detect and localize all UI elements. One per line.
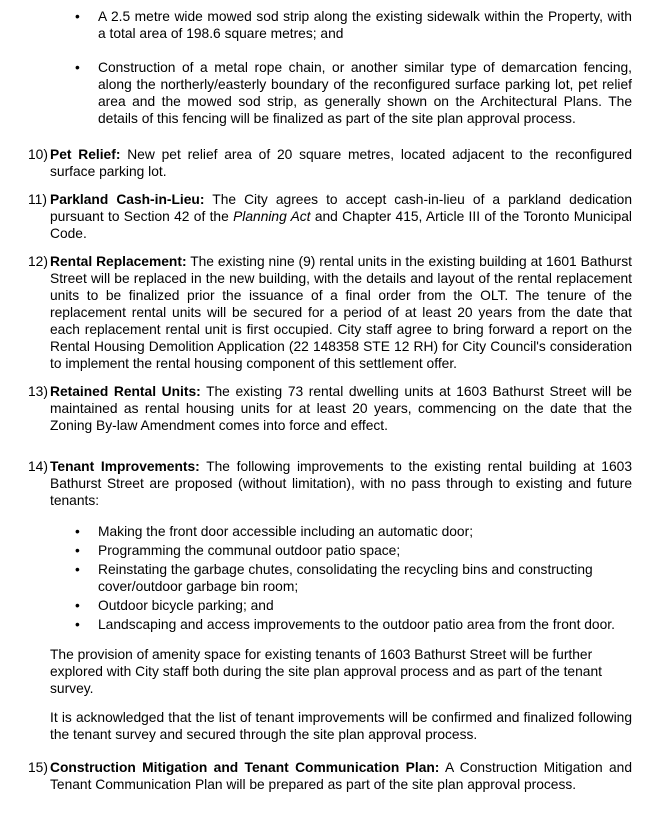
bullet-text: Reinstating the garbage chutes, consolidating the recycling bins and constructing cover/outdoor garbage bin room;	[98, 562, 593, 594]
bullet-icon: •	[75, 543, 80, 558]
bullet-text: Making the front door accessible including an automatic door;	[98, 524, 474, 539]
item-body	[50, 146, 632, 180]
item-number: 15)	[28, 760, 48, 775]
tenant-improvement-item	[75, 523, 632, 540]
bullet-text: A 2.5 metre wide mowed sod strip along the existing sidewalk within the Property, with a total area of 198.6 square metres; and	[98, 9, 632, 41]
bullet-icon: •	[75, 598, 80, 613]
intro-bullet-item	[75, 8, 632, 42]
item-text: and Chapter 415, Article III of the Toronto Municipal Code.	[50, 209, 632, 241]
bullet-icon: •	[75, 60, 80, 75]
item-number: 12)	[28, 254, 48, 269]
item-body	[50, 253, 632, 372]
item-label: Rental Replacement:	[50, 254, 187, 269]
bullet-icon: •	[75, 9, 80, 24]
intro-bullet-item	[75, 59, 632, 127]
item-body	[50, 191, 632, 242]
tenant-improvement-item	[75, 542, 632, 559]
list-item-12-rental-replacement	[28, 253, 632, 372]
item-text: New pet relief area of 20 square metres, located adjacent to the reconfigured surface parking lot.	[50, 147, 632, 179]
list-item-10-pet-relief	[28, 146, 632, 180]
bullet-text: Outdoor bicycle parking; and	[98, 598, 274, 613]
list-item-15-construction-mitigation	[28, 759, 632, 793]
item-text: The following improvements to the existing rental building at 1603 Bathurst Street are proposed (without limitation), with no pass through to existing and future tenants:	[50, 459, 632, 508]
acknowledgement-paragraph: It is acknowledged that the list of tenant improvements will be confirmed and finalized following the tenant survey and secured through the site plan approval process.	[50, 710, 632, 742]
item-label: Construction Mitigation and Tenant Communication Plan:	[50, 760, 440, 775]
bullet-icon: •	[75, 524, 80, 539]
bullet-icon: •	[75, 617, 80, 632]
item-label: Parkland Cash-in-Lieu:	[50, 192, 205, 207]
item-text: The existing 73 rental dwelling units at 1603 Bathurst Street will be maintained as rental housing units for at least 20 years, commencing on the date that the Zoning By-law Amendment comes into force and effect.	[50, 384, 632, 433]
intro-bullet-list	[75, 8, 632, 127]
item-number: 13)	[28, 384, 48, 399]
item-label: Tenant Improvements:	[50, 459, 200, 474]
item-number: 10)	[28, 147, 48, 162]
tenant-improvement-item	[75, 561, 632, 595]
amenity-space-paragraph: The provision of amenity space for existing tenants of 1603 Bathurst Street will be further explored with City staff both during the site plan approval process and as part of the tenant survey.	[50, 647, 602, 696]
bullet-text: Construction of a metal rope chain, or another similar type of demarcation fencing, along the northerly/easterly boundary of the reconfigured surface parking lot, pet relief area and the mowed sod strip, as generally shown on the Architectural Plans. The details of this fencing will be finalized as part of the site plan approval process.	[98, 60, 632, 126]
list-item-11-parkland-cash-in-lieu	[28, 191, 632, 242]
item-text: The City agrees to accept cash-in-lieu of a parkland dedication pursuant to Section 42 of the	[50, 192, 632, 224]
item-label: Retained Rental Units:	[50, 384, 201, 399]
list-item-14-tenant-improvements	[28, 458, 632, 748]
item-body	[50, 458, 632, 748]
item-text: The existing nine (9) rental units in the existing building at 1601 Bathurst Street will be replaced in the new building, with the details and layout of the rental replacement units to be finalized prior the issuance of a final order from the OLT. The tenure of the replacement rental units will be secured for a period of at least 20 years from the date that each replacement rental unit is first occupied. City staff agree to bring forward a report on the Rental Housing Demolition Application (22 148358 STE 12 RH) for City Council's consideration to implement the rental housing component of this settlement offer.	[50, 254, 632, 371]
item-number: 14)	[28, 459, 48, 474]
item-body	[50, 759, 632, 793]
bullet-text: Landscaping and access improvements to the outdoor patio area from the front door.	[98, 617, 615, 632]
item-label: Pet Relief:	[50, 147, 121, 162]
item-text-italic: Planning Act	[233, 209, 311, 224]
list-item-13-retained-rental-units	[28, 383, 632, 434]
bullet-icon: •	[75, 562, 80, 577]
item-body	[50, 383, 632, 434]
bullet-text: Programming the communal outdoor patio space;	[98, 543, 401, 558]
tenant-improvements-list	[75, 523, 632, 633]
tenant-improvement-item	[75, 616, 632, 633]
tenant-improvement-item	[75, 597, 632, 614]
item-number: 11)	[28, 192, 47, 207]
item-text: A Construction Mitigation and Tenant Communication Plan will be prepared as part of the site plan approval process.	[50, 760, 632, 792]
